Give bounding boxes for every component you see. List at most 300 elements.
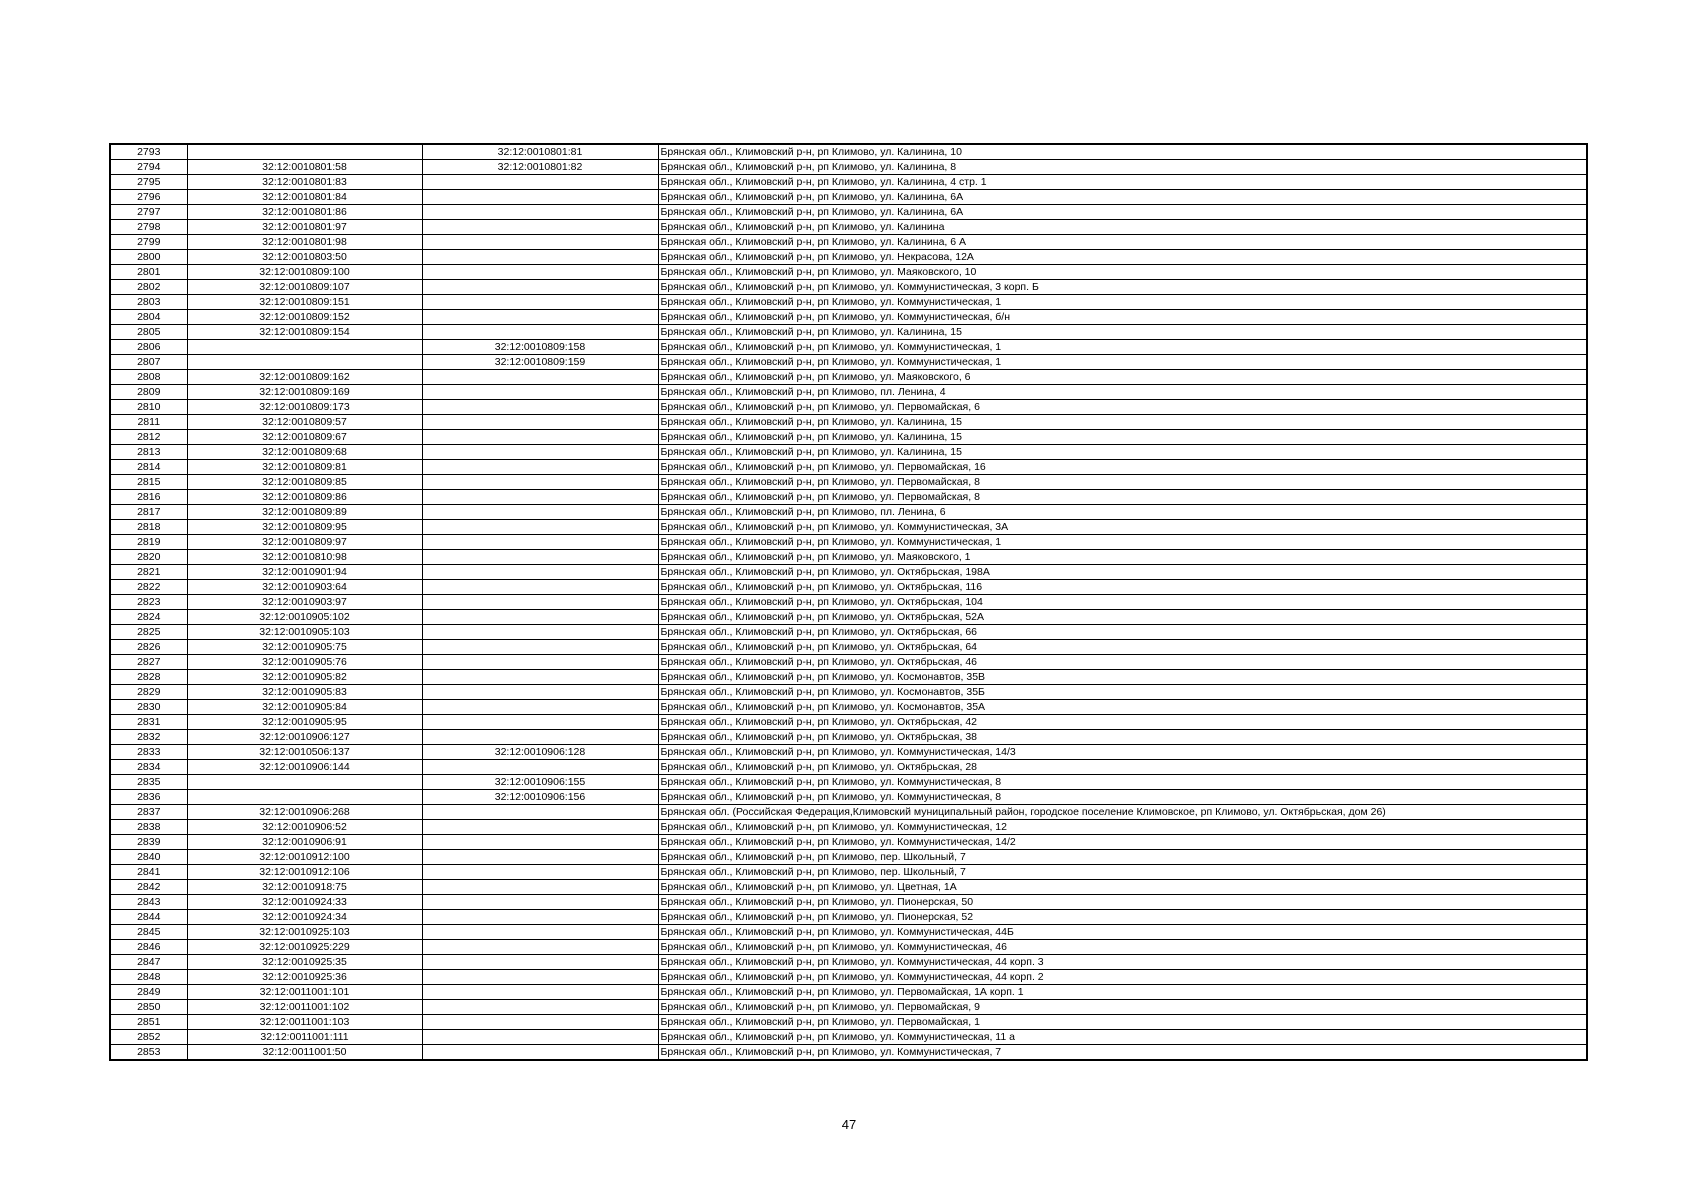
row-number-cell: 2816 [110, 490, 187, 505]
address-cell: Брянская обл., Климовский р-н, рп Климово, ул. Коммунистическая, 11 а [658, 1030, 1587, 1045]
address-cell: Брянская обл., Климовский р-н, рп Климово, ул. Октябрьская, 104 [658, 595, 1587, 610]
related-cadastral-number-cell [422, 400, 658, 415]
related-cadastral-number-cell [422, 235, 658, 250]
table-row [110, 595, 1587, 610]
table-row [110, 370, 1587, 385]
table-row [110, 880, 1587, 895]
table-row [110, 1030, 1587, 1045]
table-row [110, 205, 1587, 220]
related-cadastral-number-cell [422, 430, 658, 445]
address-cell: Брянская обл., Климовский р-н, рп Климово, ул. Коммунистическая, 46 [658, 940, 1587, 955]
table-row [110, 1015, 1587, 1030]
related-cadastral-number-cell [422, 595, 658, 610]
row-number-cell: 2809 [110, 385, 187, 400]
row-number-cell: 2818 [110, 520, 187, 535]
table-row [110, 730, 1587, 745]
row-number-cell: 2849 [110, 985, 187, 1000]
cadastral-number-cell: 32:12:0011001:111 [187, 1030, 422, 1045]
cadastral-number-cell [187, 340, 422, 355]
row-number-cell: 2846 [110, 940, 187, 955]
row-number-cell: 2852 [110, 1030, 187, 1045]
cadastral-number-cell: 32:12:0010906:268 [187, 805, 422, 820]
related-cadastral-number-cell [422, 445, 658, 460]
cadastral-number-cell: 32:12:0010905:103 [187, 625, 422, 640]
table-row [110, 250, 1587, 265]
related-cadastral-number-cell [422, 310, 658, 325]
address-cell: Брянская обл., Климовский р-н, рп Климово, ул. Коммунистическая, 1 [658, 340, 1587, 355]
cadastral-number-cell: 32:12:0010809:95 [187, 520, 422, 535]
table-row [110, 490, 1587, 505]
table-row [110, 144, 1587, 160]
address-cell: Брянская обл., Климовский р-н, рп Климово, ул. Космонавтов, 35В [658, 670, 1587, 685]
table-row [110, 715, 1587, 730]
row-number-cell: 2830 [110, 700, 187, 715]
cadastral-number-cell: 32:12:0010918:75 [187, 880, 422, 895]
cadastral-number-cell: 32:12:0010809:154 [187, 325, 422, 340]
address-cell: Брянская обл., Климовский р-н, рп Климово, ул. Коммунистическая, 44 корп. 3 [658, 955, 1587, 970]
address-cell: Брянская обл., Климовский р-н, рп Климово, пл. Ленина, 6 [658, 505, 1587, 520]
table-row [110, 295, 1587, 310]
related-cadastral-number-cell [422, 415, 658, 430]
related-cadastral-number-cell [422, 760, 658, 775]
related-cadastral-number-cell [422, 970, 658, 985]
address-cell: Брянская обл., Климовский р-н, рп Климово, ул. Октябрьская, 52А [658, 610, 1587, 625]
row-number-cell: 2836 [110, 790, 187, 805]
row-number-cell: 2837 [110, 805, 187, 820]
table-row [110, 865, 1587, 880]
table-row [110, 400, 1587, 415]
table-row [110, 685, 1587, 700]
table-row [110, 655, 1587, 670]
address-cell: Брянская обл., Климовский р-н, рп Климово, ул. Коммунистическая, 44Б [658, 925, 1587, 940]
row-number-cell: 2828 [110, 670, 187, 685]
related-cadastral-number-cell [422, 460, 658, 475]
related-cadastral-number-cell [422, 865, 658, 880]
row-number-cell: 2848 [110, 970, 187, 985]
address-cell: Брянская обл., Климовский р-н, рп Климово, ул. Октябрьская, 66 [658, 625, 1587, 640]
address-cell: Брянская обл., Климовский р-н, рп Климово, пер. Школьный, 7 [658, 865, 1587, 880]
address-cell: Брянская обл., Климовский р-н, рп Климово, ул. Коммунистическая, 1 [658, 295, 1587, 310]
table-row [110, 550, 1587, 565]
table-row [110, 340, 1587, 355]
related-cadastral-number-cell [422, 820, 658, 835]
related-cadastral-number-cell: 32:12:0010906:155 [422, 775, 658, 790]
cadastral-number-cell: 32:12:0010906:144 [187, 760, 422, 775]
address-cell: Брянская обл., Климовский р-н, рп Климово, ул. Октябрьская, 28 [658, 760, 1587, 775]
table-row [110, 310, 1587, 325]
table-row [110, 445, 1587, 460]
address-cell: Брянская обл., Климовский р-н, рп Климово, ул. Космонавтов, 35Б [658, 685, 1587, 700]
cadastral-number-cell: 32:12:0010809:89 [187, 505, 422, 520]
address-cell: Брянская обл., Климовский р-н, рп Климово, ул. Коммунистическая, 8 [658, 775, 1587, 790]
row-number-cell: 2843 [110, 895, 187, 910]
related-cadastral-number-cell [422, 385, 658, 400]
cadastral-number-cell: 32:12:0010809:107 [187, 280, 422, 295]
related-cadastral-number-cell [422, 670, 658, 685]
row-number-cell: 2840 [110, 850, 187, 865]
address-cell: Брянская обл., Климовский р-н, рп Климово, ул. Некрасова, 12А [658, 250, 1587, 265]
table-row [110, 385, 1587, 400]
address-cell: Брянская обл., Климовский р-н, рп Климово, ул. Калинина [658, 220, 1587, 235]
page-number: 47 [841, 1117, 857, 1132]
address-cell: Брянская обл., Климовский р-н, рп Климово, ул. Октябрьская, 64 [658, 640, 1587, 655]
table-row [110, 760, 1587, 775]
related-cadastral-number-cell [422, 520, 658, 535]
address-cell: Брянская обл., Климовский р-н, рп Климово, ул. Октябрьская, 198А [658, 565, 1587, 580]
cadastral-number-cell: 32:12:0010905:82 [187, 670, 422, 685]
cadastral-number-cell: 32:12:0010809:173 [187, 400, 422, 415]
address-cell: Брянская обл., Климовский р-н, рп Климово, ул. Коммунистическая, 3 корп. Б [658, 280, 1587, 295]
cadastral-number-cell: 32:12:0010905:102 [187, 610, 422, 625]
cadastral-number-cell: 32:12:0010801:58 [187, 160, 422, 175]
address-cell: Брянская обл., Климовский р-н, рп Климово, ул. Первомайская, 8 [658, 490, 1587, 505]
address-cell: Брянская обл., Климовский р-н, рп Климово, ул. Калинина, 6 А [658, 235, 1587, 250]
cadastral-number-cell: 32:12:0010906:91 [187, 835, 422, 850]
related-cadastral-number-cell [422, 190, 658, 205]
related-cadastral-number-cell [422, 535, 658, 550]
related-cadastral-number-cell [422, 925, 658, 940]
cadastral-number-cell: 32:12:0010810:98 [187, 550, 422, 565]
row-number-cell: 2805 [110, 325, 187, 340]
table-row [110, 895, 1587, 910]
address-cell: Брянская обл., Климовский р-н, рп Климово, ул. Коммунистическая, б/н [658, 310, 1587, 325]
row-number-cell: 2838 [110, 820, 187, 835]
address-cell: Брянская обл., Климовский р-н, рп Климово, ул. Маяковского, 10 [658, 265, 1587, 280]
address-cell: Брянская обл., Климовский р-н, рп Климово, ул. Коммунистическая, 12 [658, 820, 1587, 835]
table-row [110, 970, 1587, 985]
table-row [110, 625, 1587, 640]
row-number-cell: 2832 [110, 730, 187, 745]
related-cadastral-number-cell [422, 175, 658, 190]
related-cadastral-number-cell [422, 295, 658, 310]
address-cell: Брянская обл., Климовский р-н, рп Климово, ул. Коммунистическая, 1 [658, 535, 1587, 550]
address-cell: Брянская обл., Климовский р-н, рп Климово, ул. Первомайская, 6 [658, 400, 1587, 415]
table-row [110, 910, 1587, 925]
row-number-cell: 2802 [110, 280, 187, 295]
related-cadastral-number-cell [422, 655, 658, 670]
table-row [110, 475, 1587, 490]
cadastral-number-cell: 32:12:0010809:97 [187, 535, 422, 550]
address-cell: Брянская обл., Климовский р-н, рп Климово, ул. Октябрьская, 38 [658, 730, 1587, 745]
table-row [110, 1000, 1587, 1015]
related-cadastral-number-cell [422, 910, 658, 925]
related-cadastral-number-cell [422, 985, 658, 1000]
address-cell: Брянская обл., Климовский р-н, рп Климово, ул. Калинина, 6А [658, 190, 1587, 205]
row-number-cell: 2820 [110, 550, 187, 565]
table-row [110, 925, 1587, 940]
address-cell: Брянская обл., Климовский р-н, рп Климово, ул. Калинина, 4 стр. 1 [658, 175, 1587, 190]
address-cell: Брянская обл., Климовский р-н, рп Климово, ул. Калинина, 15 [658, 415, 1587, 430]
row-number-cell: 2813 [110, 445, 187, 460]
cadastral-number-cell: 32:12:0011001:102 [187, 1000, 422, 1015]
table-row [110, 190, 1587, 205]
cadastral-number-cell [187, 355, 422, 370]
row-number-cell: 2796 [110, 190, 187, 205]
cadastral-number-cell: 32:12:0010905:75 [187, 640, 422, 655]
cadastral-number-cell: 32:12:0010809:151 [187, 295, 422, 310]
cadastral-number-cell: 32:12:0010809:100 [187, 265, 422, 280]
cadastral-number-cell: 32:12:0010905:95 [187, 715, 422, 730]
row-number-cell: 2826 [110, 640, 187, 655]
table-row [110, 160, 1587, 175]
row-number-cell: 2839 [110, 835, 187, 850]
related-cadastral-number-cell [422, 835, 658, 850]
related-cadastral-number-cell [422, 490, 658, 505]
related-cadastral-number-cell [422, 1030, 658, 1045]
address-cell: Брянская обл., Климовский р-н, рп Климово, ул. Калинина, 15 [658, 430, 1587, 445]
related-cadastral-number-cell [422, 730, 658, 745]
table-row [110, 235, 1587, 250]
row-number-cell: 2851 [110, 1015, 187, 1030]
cadastral-number-cell: 32:12:0010809:67 [187, 430, 422, 445]
cadastral-number-cell: 32:12:0010801:84 [187, 190, 422, 205]
row-number-cell: 2803 [110, 295, 187, 310]
table-row [110, 355, 1587, 370]
address-cell: Брянская обл., Климовский р-н, рп Климово, ул. Октябрьская, 116 [658, 580, 1587, 595]
row-number-cell: 2823 [110, 595, 187, 610]
related-cadastral-number-cell [422, 880, 658, 895]
related-cadastral-number-cell [422, 700, 658, 715]
row-number-cell: 2808 [110, 370, 187, 385]
row-number-cell: 2821 [110, 565, 187, 580]
cadastral-number-cell: 32:12:0010801:83 [187, 175, 422, 190]
table-row [110, 985, 1587, 1000]
cadastral-number-cell: 32:12:0010925:35 [187, 955, 422, 970]
table-row [110, 610, 1587, 625]
cadastral-number-cell: 32:12:0010905:84 [187, 700, 422, 715]
row-number-cell: 2793 [110, 144, 187, 160]
related-cadastral-number-cell [422, 550, 658, 565]
cadastral-table [109, 143, 1588, 1061]
row-number-cell: 2853 [110, 1045, 187, 1061]
address-cell: Брянская обл., Климовский р-н, рп Климово, ул. Первомайская, 1А корп. 1 [658, 985, 1587, 1000]
cadastral-number-cell: 32:12:0010903:97 [187, 595, 422, 610]
row-number-cell: 2795 [110, 175, 187, 190]
row-number-cell: 2798 [110, 220, 187, 235]
row-number-cell: 2817 [110, 505, 187, 520]
row-number-cell: 2812 [110, 430, 187, 445]
table-row [110, 460, 1587, 475]
related-cadastral-number-cell [422, 715, 658, 730]
address-cell: Брянская обл. (Российская Федерация,Климовский муниципальный район, городское поселение Климовское, рп Климово, ул. Октябрьская, дом 26) [658, 805, 1587, 820]
cadastral-number-cell [187, 775, 422, 790]
cadastral-number-cell: 32:12:0010924:34 [187, 910, 422, 925]
row-number-cell: 2807 [110, 355, 187, 370]
related-cadastral-number-cell: 32:12:0010801:82 [422, 160, 658, 175]
related-cadastral-number-cell [422, 325, 658, 340]
row-number-cell: 2847 [110, 955, 187, 970]
related-cadastral-number-cell [422, 850, 658, 865]
address-cell: Брянская обл., Климовский р-н, рп Климово, ул. Пионерская, 50 [658, 895, 1587, 910]
table-row [110, 700, 1587, 715]
address-cell: Брянская обл., Климовский р-н, рп Климово, ул. Первомайская, 9 [658, 1000, 1587, 1015]
cadastral-number-cell [187, 144, 422, 160]
table-row [110, 640, 1587, 655]
row-number-cell: 2815 [110, 475, 187, 490]
table-row [110, 955, 1587, 970]
cadastral-number-cell: 32:12:0011001:101 [187, 985, 422, 1000]
address-cell: Брянская обл., Климовский р-н, рп Климово, ул. Первомайская, 8 [658, 475, 1587, 490]
address-cell: Брянская обл., Климовский р-н, рп Климово, ул. Пионерская, 52 [658, 910, 1587, 925]
row-number-cell: 2810 [110, 400, 187, 415]
row-number-cell: 2797 [110, 205, 187, 220]
table-row [110, 325, 1587, 340]
cadastral-number-cell: 32:12:0010506:137 [187, 745, 422, 760]
address-cell: Брянская обл., Климовский р-н, рп Климово, ул. Первомайская, 16 [658, 460, 1587, 475]
cadastral-number-cell: 32:12:0010906:127 [187, 730, 422, 745]
related-cadastral-number-cell [422, 610, 658, 625]
related-cadastral-number-cell [422, 250, 658, 265]
address-cell: Брянская обл., Климовский р-н, рп Климово, ул. Октябрьская, 42 [658, 715, 1587, 730]
row-number-cell: 2819 [110, 535, 187, 550]
cadastral-number-cell: 32:12:0010809:169 [187, 385, 422, 400]
related-cadastral-number-cell [422, 505, 658, 520]
row-number-cell: 2835 [110, 775, 187, 790]
address-cell: Брянская обл., Климовский р-н, рп Климово, ул. Маяковского, 6 [658, 370, 1587, 385]
row-number-cell: 2799 [110, 235, 187, 250]
related-cadastral-number-cell [422, 940, 658, 955]
row-number-cell: 2841 [110, 865, 187, 880]
cadastral-number-cell: 32:12:0010912:100 [187, 850, 422, 865]
cadastral-number-cell: 32:12:0010912:106 [187, 865, 422, 880]
cadastral-number-cell: 32:12:0010809:68 [187, 445, 422, 460]
cadastral-number-cell: 32:12:0010906:52 [187, 820, 422, 835]
table-row [110, 850, 1587, 865]
cadastral-number-cell: 32:12:0010809:85 [187, 475, 422, 490]
address-cell: Брянская обл., Климовский р-н, рп Климово, ул. Космонавтов, 35А [658, 700, 1587, 715]
row-number-cell: 2850 [110, 1000, 187, 1015]
table-row [110, 790, 1587, 805]
row-number-cell: 2831 [110, 715, 187, 730]
table-row [110, 430, 1587, 445]
row-number-cell: 2824 [110, 610, 187, 625]
related-cadastral-number-cell: 32:12:0010906:156 [422, 790, 658, 805]
related-cadastral-number-cell [422, 685, 658, 700]
row-number-cell: 2825 [110, 625, 187, 640]
related-cadastral-number-cell [422, 205, 658, 220]
address-cell: Брянская обл., Климовский р-н, рп Климово, ул. Калинина, 15 [658, 325, 1587, 340]
address-cell: Брянская обл., Климовский р-н, рп Климово, ул. Коммунистическая, 8 [658, 790, 1587, 805]
cadastral-number-cell: 32:12:0010925:103 [187, 925, 422, 940]
related-cadastral-number-cell [422, 955, 658, 970]
related-cadastral-number-cell [422, 1015, 658, 1030]
table-row [110, 505, 1587, 520]
row-number-cell: 2845 [110, 925, 187, 940]
related-cadastral-number-cell [422, 640, 658, 655]
cadastral-number-cell: 32:12:0010803:50 [187, 250, 422, 265]
row-number-cell: 2829 [110, 685, 187, 700]
cadastral-number-cell: 32:12:0011001:50 [187, 1045, 422, 1061]
cadastral-number-cell: 32:12:0010901:94 [187, 565, 422, 580]
row-number-cell: 2804 [110, 310, 187, 325]
address-cell: Брянская обл., Климовский р-н, рп Климово, пл. Ленина, 4 [658, 385, 1587, 400]
related-cadastral-number-cell [422, 565, 658, 580]
address-cell: Брянская обл., Климовский р-н, рп Климово, пер. Школьный, 7 [658, 850, 1587, 865]
cadastral-number-cell: 32:12:0010809:81 [187, 460, 422, 475]
related-cadastral-number-cell [422, 1045, 658, 1061]
address-cell: Брянская обл., Климовский р-н, рп Климово, ул. Коммунистическая, 44 корп. 2 [658, 970, 1587, 985]
table-row [110, 535, 1587, 550]
related-cadastral-number-cell: 32:12:0010809:158 [422, 340, 658, 355]
row-number-cell: 2834 [110, 760, 187, 775]
related-cadastral-number-cell [422, 280, 658, 295]
table-row [110, 820, 1587, 835]
related-cadastral-number-cell [422, 895, 658, 910]
address-cell: Брянская обл., Климовский р-н, рп Климово, ул. Калинина, 15 [658, 445, 1587, 460]
row-number-cell: 2806 [110, 340, 187, 355]
address-cell: Брянская обл., Климовский р-н, рп Климово, ул. Калинина, 8 [658, 160, 1587, 175]
row-number-cell: 2814 [110, 460, 187, 475]
address-cell: Брянская обл., Климовский р-н, рп Климово, ул. Калинина, 10 [658, 144, 1587, 160]
table-row [110, 670, 1587, 685]
related-cadastral-number-cell [422, 580, 658, 595]
row-number-cell: 2801 [110, 265, 187, 280]
table-row [110, 265, 1587, 280]
table-row [110, 835, 1587, 850]
related-cadastral-number-cell [422, 220, 658, 235]
related-cadastral-number-cell [422, 805, 658, 820]
table-row [110, 175, 1587, 190]
address-cell: Брянская обл., Климовский р-н, рп Климово, ул. Первомайская, 1 [658, 1015, 1587, 1030]
row-number-cell: 2822 [110, 580, 187, 595]
row-number-cell: 2844 [110, 910, 187, 925]
table-row [110, 775, 1587, 790]
cadastral-table-body [110, 144, 1587, 1060]
row-number-cell: 2794 [110, 160, 187, 175]
address-cell: Брянская обл., Климовский р-н, рп Климово, ул. Коммунистическая, 7 [658, 1045, 1587, 1061]
related-cadastral-number-cell: 32:12:0010809:159 [422, 355, 658, 370]
address-cell: Брянская обл., Климовский р-н, рп Климово, ул. Коммунистическая, 1 [658, 355, 1587, 370]
row-number-cell: 2800 [110, 250, 187, 265]
table-row [110, 280, 1587, 295]
row-number-cell: 2827 [110, 655, 187, 670]
cadastral-number-cell [187, 790, 422, 805]
cadastral-number-cell: 32:12:0010809:57 [187, 415, 422, 430]
row-number-cell: 2842 [110, 880, 187, 895]
table-row [110, 940, 1587, 955]
cadastral-number-cell: 32:12:0010801:97 [187, 220, 422, 235]
address-cell: Брянская обл., Климовский р-н, рп Климово, ул. Коммунистическая, 3А [658, 520, 1587, 535]
cadastral-number-cell: 32:12:0010801:98 [187, 235, 422, 250]
table-row [110, 520, 1587, 535]
address-cell: Брянская обл., Климовский р-н, рп Климово, ул. Октябрьская, 46 [658, 655, 1587, 670]
related-cadastral-number-cell [422, 625, 658, 640]
address-cell: Брянская обл., Климовский р-н, рп Климово, ул. Маяковского, 1 [658, 550, 1587, 565]
table-row [110, 565, 1587, 580]
address-cell: Брянская обл., Климовский р-н, рп Климово, ул. Цветная, 1А [658, 880, 1587, 895]
related-cadastral-number-cell: 32:12:0010801:81 [422, 144, 658, 160]
address-cell: Брянская обл., Климовский р-н, рп Климово, ул. Коммунистическая, 14/3 [658, 745, 1587, 760]
table-row [110, 745, 1587, 760]
related-cadastral-number-cell [422, 475, 658, 490]
related-cadastral-number-cell: 32:12:0010906:128 [422, 745, 658, 760]
cadastral-number-cell: 32:12:0010903:64 [187, 580, 422, 595]
cadastral-number-cell: 32:12:0010809:86 [187, 490, 422, 505]
cadastral-number-cell: 32:12:0011001:103 [187, 1015, 422, 1030]
related-cadastral-number-cell [422, 370, 658, 385]
cadastral-number-cell: 32:12:0010924:33 [187, 895, 422, 910]
table-row [110, 220, 1587, 235]
table-row [110, 415, 1587, 430]
cadastral-number-cell: 32:12:0010809:162 [187, 370, 422, 385]
table-row [110, 580, 1587, 595]
address-cell: Брянская обл., Климовский р-н, рп Климово, ул. Коммунистическая, 14/2 [658, 835, 1587, 850]
row-number-cell: 2811 [110, 415, 187, 430]
cadastral-number-cell: 32:12:0010809:152 [187, 310, 422, 325]
related-cadastral-number-cell [422, 265, 658, 280]
cadastral-number-cell: 32:12:0010925:36 [187, 970, 422, 985]
cadastral-number-cell: 32:12:0010925:229 [187, 940, 422, 955]
